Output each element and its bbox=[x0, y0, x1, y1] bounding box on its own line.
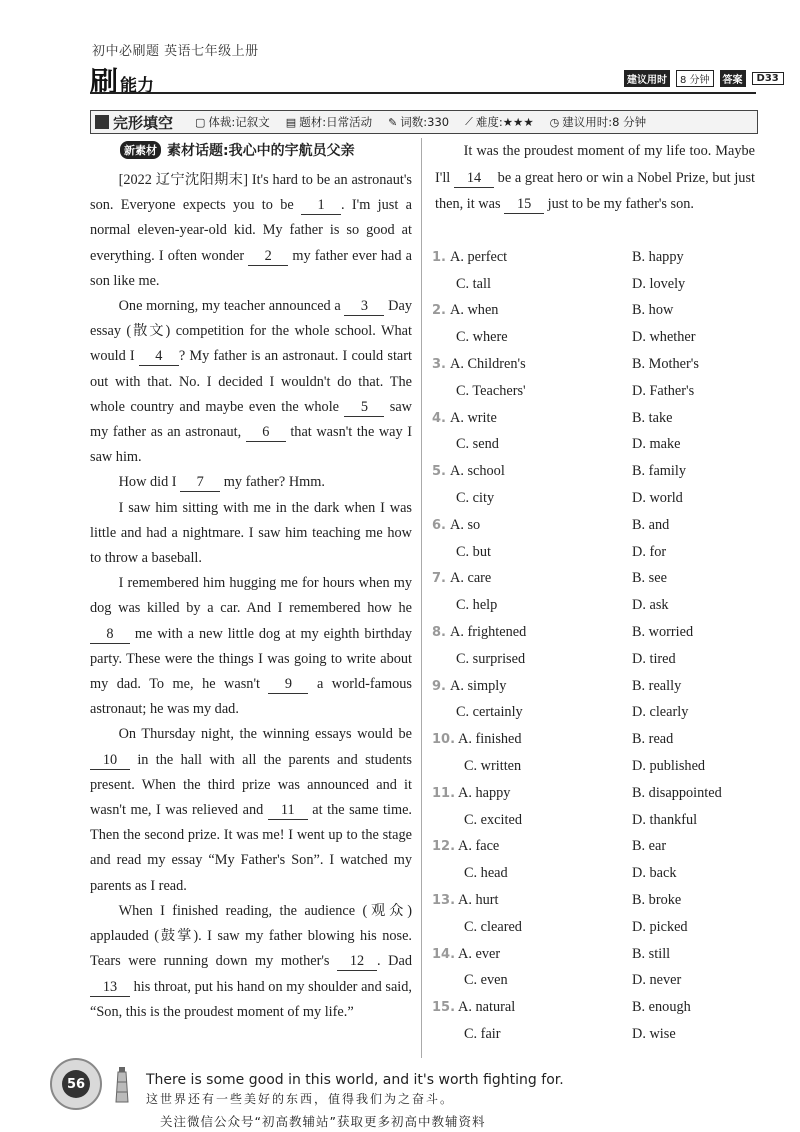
option-b: B. take bbox=[632, 409, 673, 426]
option-row bbox=[432, 700, 762, 727]
blank-10: 10 bbox=[90, 751, 130, 770]
option-b: B. ear bbox=[632, 838, 667, 855]
time-answer-box bbox=[624, 70, 784, 87]
option-d: D. back bbox=[632, 865, 677, 882]
blank-6: 6 bbox=[246, 423, 286, 442]
option-row bbox=[432, 780, 762, 807]
option-b: B. worried bbox=[632, 624, 694, 641]
options-list bbox=[432, 244, 762, 1048]
option-d: D. make bbox=[632, 436, 681, 453]
option-a: A. ever bbox=[458, 945, 501, 962]
question-number: 15. bbox=[432, 1000, 456, 1016]
brand-char: 刷 bbox=[90, 65, 119, 98]
topic-title: 素材话题:我心中的宇航员父亲 bbox=[167, 143, 355, 159]
option-row bbox=[432, 994, 762, 1021]
section-square-icon bbox=[95, 115, 109, 129]
option-row bbox=[432, 860, 762, 887]
option-b: B. and bbox=[632, 516, 670, 533]
paragraph: I saw him sitting with me in the dark when I was little and had a nightmare. I saw him teaching me how to throw a baseball. bbox=[90, 499, 412, 567]
option-d: D. clearly bbox=[632, 704, 689, 721]
option-b: B. disappointed bbox=[632, 784, 722, 801]
lighthouse-icon bbox=[110, 1064, 134, 1104]
option-a: A. Children's bbox=[450, 356, 526, 373]
paragraph: It was the proudest moment of my life too. Maybe I'll 14 be a great hero or win a Nobel Prize, but just then, it was 15 just to be my father's son. bbox=[435, 143, 755, 212]
blank-9: 9 bbox=[268, 675, 308, 694]
option-row bbox=[432, 807, 762, 834]
chart-icon: ⟋ bbox=[465, 115, 473, 128]
option-b: B. happy bbox=[632, 248, 684, 265]
option-row bbox=[432, 405, 762, 432]
option-row bbox=[432, 298, 762, 325]
option-c: C. send bbox=[456, 436, 499, 453]
option-row bbox=[432, 834, 762, 861]
option-c: C. where bbox=[456, 329, 508, 346]
paragraph: [2022 辽宁沈阳期末] It's hard to be an astronaut's son. Everyone expects you to be 1 . I'm just a normal eleven-year-old kid. My father is so good at everything. I often wonder 2 my father ever had a son like me. bbox=[90, 172, 413, 289]
footer-notice: 关注微信公众号“初高教辅站”获取更多初高中教辅资料 bbox=[160, 1114, 486, 1129]
blank-1: 1 bbox=[301, 196, 341, 215]
option-row bbox=[432, 271, 762, 298]
answer-code: D33 bbox=[752, 72, 784, 85]
option-c: C. written bbox=[464, 758, 522, 775]
question-number: 12. bbox=[432, 839, 456, 855]
blank-5: 5 bbox=[344, 398, 384, 417]
option-d: D. Father's bbox=[632, 382, 695, 399]
option-c: C. help bbox=[456, 597, 498, 614]
option-row bbox=[432, 619, 762, 646]
page-badge bbox=[50, 1058, 102, 1110]
option-c: C. but bbox=[456, 543, 491, 560]
option-row bbox=[432, 378, 762, 405]
answer-label: 答案 bbox=[720, 70, 746, 87]
brand-logo bbox=[90, 60, 154, 100]
option-row bbox=[432, 941, 762, 968]
time-label: 建议用时 bbox=[624, 70, 670, 87]
option-row bbox=[432, 726, 762, 753]
option-a: A. write bbox=[450, 409, 497, 426]
option-a: A. finished bbox=[458, 731, 522, 748]
header-divider bbox=[90, 92, 756, 94]
option-b: B. broke bbox=[632, 892, 682, 909]
blank-7: 7 bbox=[180, 473, 220, 492]
option-b: B. how bbox=[632, 302, 674, 319]
option-c: C. city bbox=[456, 490, 495, 507]
column-divider bbox=[421, 138, 422, 1058]
option-a: A. perfect bbox=[450, 248, 508, 265]
difficulty-info: ⟋ 难度:★★★ bbox=[465, 115, 534, 129]
passage-left bbox=[90, 168, 412, 1025]
option-a: A. face bbox=[458, 838, 500, 855]
option-a: A. happy bbox=[458, 784, 511, 801]
option-c: C. excited bbox=[464, 811, 522, 828]
option-b: B. family bbox=[632, 463, 687, 480]
question-number: 6. bbox=[432, 517, 446, 533]
new-material-badge: 新素材 bbox=[120, 141, 161, 159]
blank-11: 11 bbox=[268, 801, 308, 820]
blank-12: 12 bbox=[337, 952, 377, 971]
blank-15: 15 bbox=[504, 195, 544, 214]
option-row bbox=[432, 646, 762, 673]
time-info: ◷ 建议用时:8 分钟 bbox=[549, 115, 647, 129]
option-b: B. Mother's bbox=[632, 356, 699, 373]
option-c: C. fair bbox=[464, 1026, 501, 1042]
option-row bbox=[432, 1021, 762, 1048]
option-row bbox=[432, 512, 762, 539]
question-number: 14. bbox=[432, 946, 456, 962]
brand-sub: 能力 bbox=[120, 76, 155, 96]
option-d: D. whether bbox=[632, 329, 696, 346]
question-number: 1. bbox=[432, 249, 446, 265]
option-c: C. certainly bbox=[456, 704, 523, 721]
question-number: 2. bbox=[432, 303, 446, 319]
passage-right bbox=[435, 138, 755, 218]
question-number: 8. bbox=[432, 625, 446, 641]
option-d: D. wise bbox=[632, 1026, 676, 1042]
blank-3: 3 bbox=[344, 297, 384, 316]
section-bar bbox=[90, 110, 758, 134]
option-a: A. so bbox=[450, 516, 481, 533]
option-d: D. picked bbox=[632, 918, 688, 935]
option-c: C. tall bbox=[456, 275, 491, 292]
option-d: D. published bbox=[632, 758, 706, 775]
option-row bbox=[432, 244, 762, 271]
option-row bbox=[432, 566, 762, 593]
series-title: 初中必刷题 英语七年级上册 bbox=[92, 44, 259, 59]
paragraph: When I finished reading, the audience (观众) applauded (鼓掌). I saw my father blowing his nose. Tears were running down my mother's 12 . Dad 13 his throat, put his hand on my shoulder and said, “Son, this is the proudest moment of my life.” bbox=[90, 902, 413, 1020]
option-d: D. tired bbox=[632, 650, 676, 667]
clock-icon: ◷ bbox=[549, 115, 560, 129]
blank-14: 14 bbox=[454, 169, 494, 188]
book-icon: ▢ bbox=[195, 115, 206, 129]
option-row bbox=[432, 753, 762, 780]
option-row bbox=[432, 432, 762, 459]
option-d: D. for bbox=[632, 543, 667, 560]
option-d: D. ask bbox=[632, 597, 669, 614]
question-number: 5. bbox=[432, 464, 446, 480]
pen-icon: ✎ bbox=[388, 115, 398, 129]
question-number: 11. bbox=[432, 785, 456, 801]
words-info: ✎ 词数:330 bbox=[388, 115, 450, 129]
option-row bbox=[432, 914, 762, 941]
blank-13: 13 bbox=[90, 978, 130, 997]
topic-info: ▤ 题材:日常活动 bbox=[285, 115, 373, 129]
option-d: D. lovely bbox=[632, 275, 686, 292]
page-number: 56 bbox=[62, 1070, 90, 1098]
option-b: B. read bbox=[632, 731, 674, 748]
option-b: B. really bbox=[632, 677, 682, 694]
footer-quote-zh: 这世界还有一些美好的东西，值得我们为之奋斗。 bbox=[146, 1092, 455, 1106]
option-row bbox=[432, 485, 762, 512]
option-a: A. school bbox=[450, 463, 505, 480]
paragraph: One morning, my teacher announced a 3 Day essay (散文) competition for the whole school. What would I 4 ? My father is an astronaut. I could start out with that. No. I decided I wouldn't do that. The whole country and maybe even the whole 5 saw my father as an astronaut, 6 that wasn't the way I saw him. bbox=[90, 298, 412, 466]
genre-info: ▢ 体裁:记叙文 bbox=[195, 115, 270, 129]
option-d: D. thankful bbox=[632, 811, 698, 828]
question-number: 13. bbox=[432, 893, 456, 909]
time-value: 8 分钟 bbox=[676, 70, 714, 87]
option-a: A. care bbox=[450, 570, 492, 587]
option-a: A. natural bbox=[458, 999, 516, 1016]
option-row bbox=[432, 458, 762, 485]
option-row bbox=[432, 592, 762, 619]
blank-4: 4 bbox=[139, 347, 179, 366]
section-title: 完形填空 bbox=[113, 113, 174, 132]
blank-8: 8 bbox=[90, 625, 130, 644]
paragraph: On Thursday night, the winning essays would be 10 in the hall with all the parents and students present. When the third prize was announced and it wasn't me, I was relieved and 11 at the same time. Then the second prize. It was me! I went up to the stage and read my essay “My Father's Son”. I watched my parents as I read. bbox=[90, 726, 412, 894]
option-c: C. even bbox=[464, 972, 508, 989]
option-c: C. head bbox=[464, 865, 508, 882]
question-number: 10. bbox=[432, 732, 456, 748]
option-c: C. Teachers' bbox=[456, 382, 526, 399]
option-a: A. simply bbox=[450, 677, 507, 694]
option-c: C. surprised bbox=[456, 650, 526, 667]
option-a: A. hurt bbox=[458, 892, 499, 909]
option-a: A. frightened bbox=[450, 624, 527, 641]
option-d: D. world bbox=[632, 490, 683, 507]
option-b: B. see bbox=[632, 570, 667, 587]
question-number: 7. bbox=[432, 571, 446, 587]
option-row bbox=[432, 351, 762, 378]
doc-icon: ▤ bbox=[285, 115, 297, 129]
question-number: 4. bbox=[432, 410, 446, 426]
question-number: 9. bbox=[432, 678, 446, 694]
question-number: 3. bbox=[432, 357, 446, 373]
option-b: B. still bbox=[632, 945, 671, 962]
option-a: A. when bbox=[450, 302, 499, 319]
option-b: B. enough bbox=[632, 999, 691, 1016]
blank-2: 2 bbox=[248, 247, 288, 266]
option-row bbox=[432, 324, 762, 351]
option-row bbox=[432, 539, 762, 566]
topic-heading bbox=[120, 140, 355, 160]
option-row bbox=[432, 887, 762, 914]
paragraph: How did I 7 my father? Hmm. bbox=[118, 474, 325, 491]
paragraph: I remembered him hugging me for hours when my dog was killed by a car. And I remembered how he 8 me with a new little dog at my eighth birthday party. These were the things I was going to write about my dad. To me, he wasn't 9 a world-famous astronaut; he was my dad. bbox=[90, 575, 412, 718]
option-row bbox=[432, 673, 762, 700]
option-row bbox=[432, 968, 762, 995]
option-d: D. never bbox=[632, 972, 682, 989]
footer-quote-en: There is some good in this world, and it's worth fighting for. bbox=[146, 1072, 564, 1088]
option-c: C. cleared bbox=[464, 918, 522, 935]
